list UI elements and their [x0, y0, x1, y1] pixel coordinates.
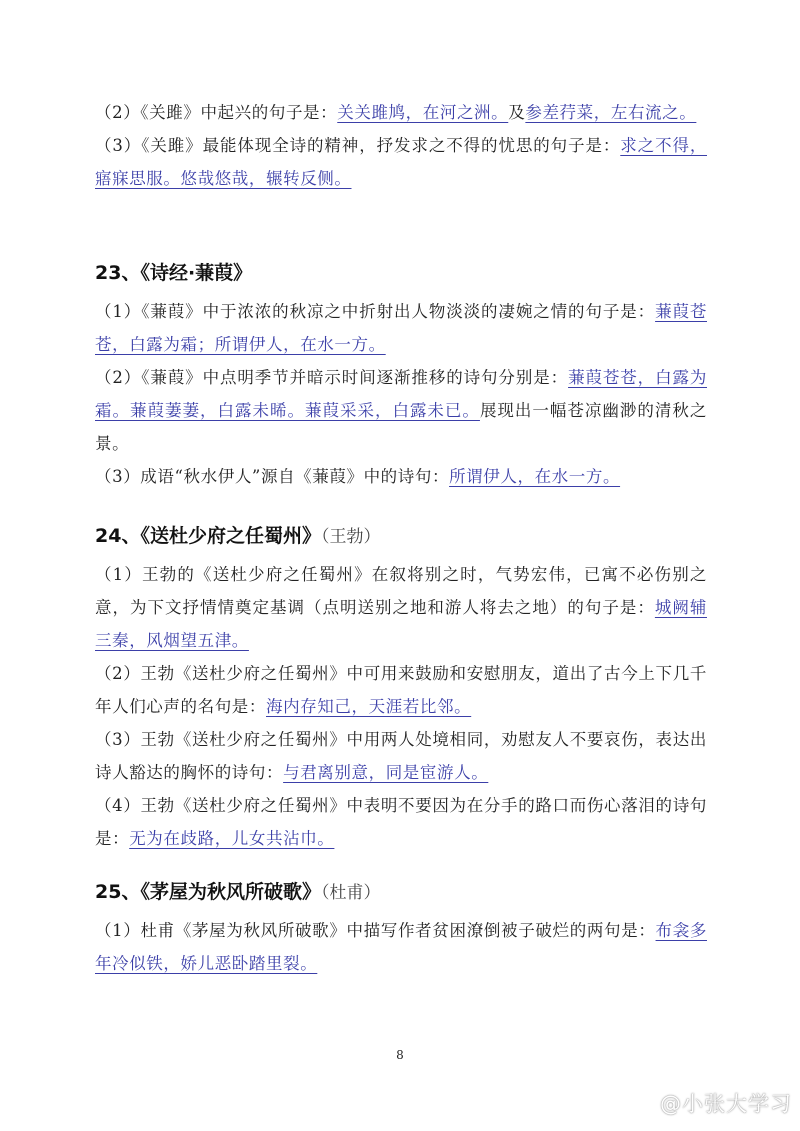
question-text: （2）王勃《送杜少府之任蜀州》中可用来鼓励和安慰朋友，道出了古今上下几千年人们心声的名句是： [95, 664, 707, 716]
heading-title: 24、《送杜少府之任蜀州》 [95, 525, 321, 547]
question-text: （4）王勃《送杜少府之任蜀州》中表明不要因为在分手的路口而伤心落泪的诗句是： [95, 796, 707, 848]
answer-text: 关关雎鸠，在河之洲。 [337, 103, 509, 122]
heading-author: （杜甫） [320, 883, 381, 903]
section-24-songdushaofu [95, 521, 707, 855]
question-text: （3）成语“秋水伊人”源自《蒹葭》中的诗句： [95, 467, 450, 486]
question-paragraph [95, 460, 707, 493]
answer-text: 所谓伊人，在水一方。 [449, 467, 621, 486]
section-heading [95, 877, 707, 908]
answer-text: 蒹葭苍苍，白露为霜；所谓伊人，在水一方。 [95, 302, 707, 354]
question-text: （1）杜甫《茅屋为秋风所破歌》中描写作者贫困潦倒被子破烂的两句是： [95, 921, 656, 940]
question-paragraph [95, 295, 707, 361]
answer-text: 布衾多年冷似铁，娇儿恶卧踏里裂。 [95, 921, 707, 973]
question-text: （3）王勃《送杜少府之任蜀州》中用两人处境相同，劝慰友人不要哀伤，表达出诗人豁达的胸怀的诗句： [95, 730, 707, 782]
answer-text: 海内存知己，天涯若比邻。 [266, 697, 472, 716]
question-text: （2）《关雎》中起兴的句子是： [95, 103, 338, 122]
question-text: 展现出一幅苍凉幽渺的清秋之景。 [95, 401, 707, 453]
heading-author: （王勃） [320, 527, 381, 547]
answer-text: 参差荇菜，左右流之。 [525, 103, 697, 122]
answer-text: 蒹葭苍苍，白露为霜。蒹葭萋萋，白露未晞。蒹葭采采，白露未已。 [95, 368, 707, 420]
question-paragraph [95, 723, 707, 789]
question-paragraph [95, 129, 707, 195]
answer-text: 求之不得，寤寐思服。悠哉悠哉，辗转反侧。 [95, 136, 707, 188]
question-text: （1）王勃的《送杜少府之任蜀州》在叙将别之时，气势宏伟，已寓不必伤别之意，为下文抒情情奠定基调（点明送别之地和游人将去之地）的句子是： [95, 565, 707, 617]
question-text: （2）《蒹葭》中点明季节并暗示时间逐渐推移的诗句分别是： [95, 368, 569, 387]
answer-text: 无为在歧路，儿女共沾巾。 [129, 829, 335, 848]
page-number: 8 [396, 1048, 404, 1062]
question-text: （3）《关雎》最能体现全诗的精神，抒发求之不得的忧思的句子是： [95, 136, 621, 155]
question-text: 及 [508, 103, 526, 122]
answer-text: 城阙辅三秦，风烟望五津。 [95, 598, 707, 650]
section-heading [95, 258, 707, 289]
question-paragraph [95, 914, 707, 980]
section-25-maowu [95, 877, 707, 980]
section-guanju [95, 96, 707, 195]
answer-text: 与君离别意，同是宦游人。 [283, 763, 489, 782]
watermark: @小张大学习 [660, 1092, 792, 1116]
question-paragraph [95, 361, 707, 460]
question-text: （1）《蒹葭》中于浓浓的秋凉之中折射出人物淡淡的凄婉之情的句子是： [95, 302, 656, 321]
heading-title: 23、《诗经·蒹葭》 [95, 262, 253, 284]
question-paragraph [95, 789, 707, 855]
question-paragraph [95, 657, 707, 723]
heading-title: 25、《茅屋为秋风所破歌》 [95, 881, 321, 903]
question-paragraph [95, 558, 707, 657]
question-paragraph [95, 96, 707, 129]
section-23-jianjia [95, 258, 707, 493]
section-heading [95, 521, 707, 552]
